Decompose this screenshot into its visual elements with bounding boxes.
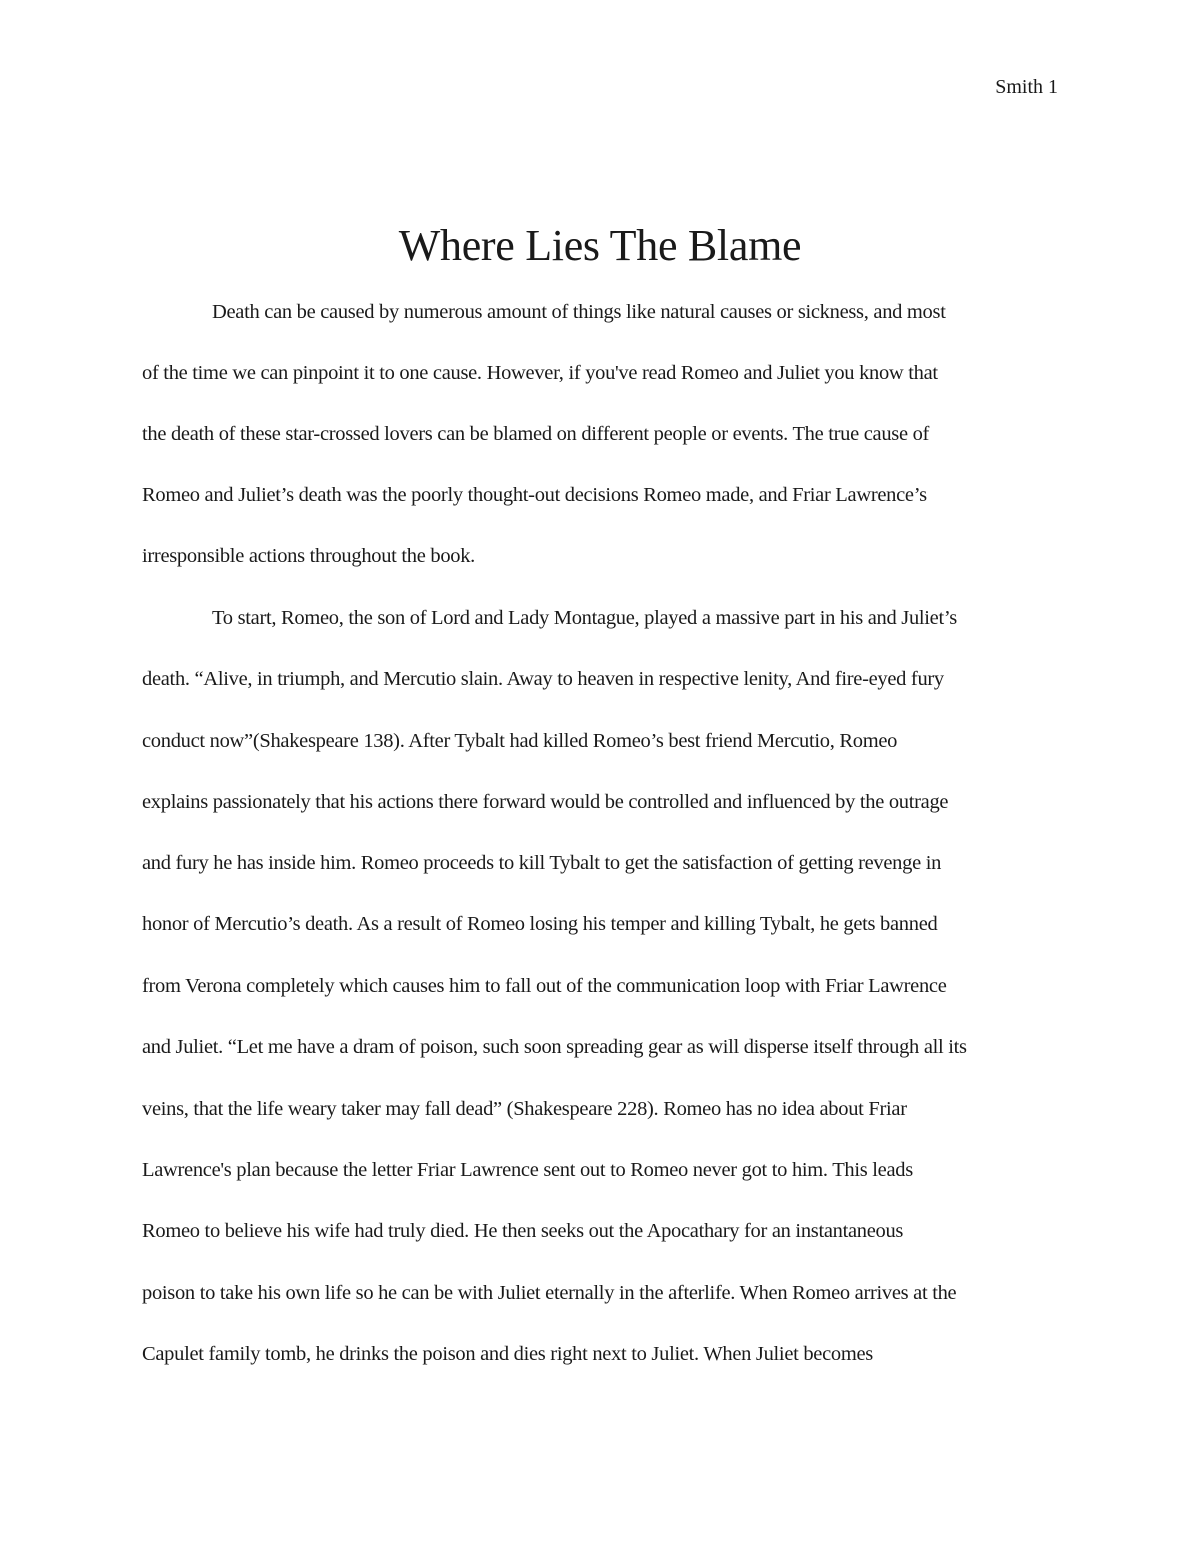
paragraph-line: and Juliet. “Let me have a dram of poison, such soon spreading gear as will disperse itself through all its [142, 1036, 967, 1058]
paragraph-line: Lawrence's plan because the letter Friar Lawrence sent out to Romeo never got to him. This leads [142, 1159, 913, 1181]
paragraph-line: honor of Mercutio’s death. As a result of Romeo losing his temper and killing Tybalt, he gets banned [142, 913, 938, 935]
paragraph-line: of the time we can pinpoint it to one cause. However, if you've read Romeo and Juliet you know that [142, 362, 938, 384]
paragraph-line: Death can be caused by numerous amount of things like natural causes or sickness, and most [212, 301, 946, 323]
paragraph-line: irresponsible actions throughout the book. [142, 545, 475, 567]
paragraph-line: death. “Alive, in triumph, and Mercutio slain. Away to heaven in respective lenity, And fire-eyed fury [142, 668, 944, 690]
paragraph-line: Romeo and Juliet’s death was the poorly thought-out decisions Romeo made, and Friar Lawrence’s [142, 484, 927, 506]
paragraph-line: from Verona completely which causes him to fall out of the communication loop with Friar Lawrence [142, 975, 947, 997]
paragraph-line: To start, Romeo, the son of Lord and Lady Montague, played a massive part in his and Juliet’s [212, 607, 957, 629]
paragraph-line: Capulet family tomb, he drinks the poison and dies right next to Juliet. When Juliet becomes [142, 1343, 873, 1365]
paragraph-line: conduct now”(Shakespeare 138). After Tybalt had killed Romeo’s best friend Mercutio, Romeo [142, 730, 898, 752]
paragraph-line: poison to take his own life so he can be with Juliet eternally in the afterlife. When Romeo arrives at the [142, 1282, 957, 1304]
essay-title: Where Lies The Blame [398, 221, 802, 270]
page-header-label: Smith 1 [995, 76, 1058, 98]
paragraph-line: explains passionately that his actions there forward would be controlled and influenced by the outrage [142, 791, 949, 813]
paragraph-line: the death of these star-crossed lovers can be blamed on different people or events. The true cause of [142, 423, 930, 445]
paragraph-line: veins, that the life weary taker may fall dead” (Shakespeare 228). Romeo has no idea about Friar [142, 1098, 907, 1120]
paragraph-line: Romeo to believe his wife had truly died. He then seeks out the Apocathary for an instantaneous [142, 1220, 904, 1242]
paragraph-line: and fury he has inside him. Romeo proceeds to kill Tybalt to get the satisfaction of getting revenge in [142, 852, 942, 874]
